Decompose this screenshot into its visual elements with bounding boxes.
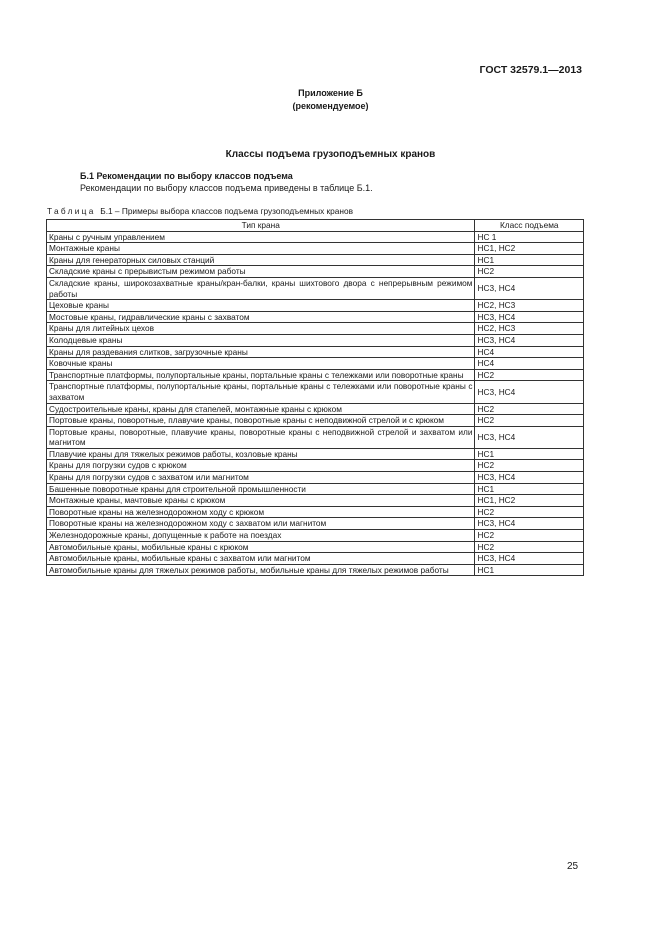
table-header-row [47, 220, 584, 232]
table-caption-word: Таблица [47, 206, 96, 216]
crane-type-cell: Краны для раздевания слитков, загрузочные краны [47, 346, 475, 358]
lift-class-cell: НС1, НС2 [475, 495, 584, 507]
table-row [47, 460, 584, 472]
crane-class-table [46, 219, 584, 576]
table-row [47, 530, 584, 542]
crane-type-cell: Колодцевые краны [47, 334, 475, 346]
table-row [47, 254, 584, 266]
table-row [47, 518, 584, 530]
lift-class-cell: НС2, НС3 [475, 323, 584, 335]
crane-type-cell: Судостроительные краны, краны для стапелей, монтажные краны с крюком [47, 403, 475, 415]
table-row [47, 553, 584, 565]
lift-class-cell: НС3, НС4 [475, 518, 584, 530]
lift-class-cell: НС3, НС4 [475, 381, 584, 403]
lift-class-cell: НС1 [475, 254, 584, 266]
table-row [47, 564, 584, 576]
lift-class-cell: НС2 [475, 415, 584, 427]
table-row [47, 277, 584, 299]
crane-type-cell: Портовые краны, поворотные, плавучие краны, поворотные краны с неподвижной стрелой и захватом или магнитом [47, 426, 475, 448]
crane-type-cell: Плавучие краны для тяжелых режимов работы, козловые краны [47, 448, 475, 460]
crane-type-cell: Краны для литейных цехов [47, 323, 475, 335]
crane-type-cell: Поворотные краны на железнодорожном ходу с захватом или магнитом [47, 518, 475, 530]
lift-class-cell: НС3, НС4 [475, 311, 584, 323]
crane-type-cell: Транспортные платформы, полупортальные краны, портальные краны с тележками или поворотные краны [47, 369, 475, 381]
crane-type-cell: Железнодорожные краны, допущенные к работе на поездах [47, 530, 475, 542]
lift-class-cell: НС4 [475, 358, 584, 370]
lift-class-cell: НС3, НС4 [475, 426, 584, 448]
crane-type-cell: Ковочные краны [47, 358, 475, 370]
subsection-heading: Б.1 Рекомендации по выбору классов подъема [80, 171, 293, 181]
crane-type-cell: Транспортные платформы, полупортальные краны, портальные краны с тележками или поворотные краны с захватом [47, 381, 475, 403]
page-number: 25 [567, 861, 579, 872]
crane-type-cell: Мостовые краны, гидравлические краны с захватом [47, 311, 475, 323]
table-row [47, 311, 584, 323]
lift-class-cell: НС1 [475, 448, 584, 460]
table-row [47, 403, 584, 415]
table-row [47, 323, 584, 335]
col-header-crane-type: Тип крана [47, 220, 475, 232]
lift-class-cell: НС1 [475, 483, 584, 495]
appendix-title: Приложение Б [298, 88, 363, 98]
table-row [47, 266, 584, 278]
crane-type-cell: Складские краны с прерывистым режимом работы [47, 266, 475, 278]
lift-class-cell: НС2 [475, 530, 584, 542]
table-row [47, 369, 584, 381]
appendix-subtitle: (рекомендуемое) [292, 101, 369, 111]
table-row [47, 381, 584, 403]
lift-class-cell: НС2, НС3 [475, 300, 584, 312]
crane-type-cell: Краны с ручным управлением [47, 231, 475, 243]
table-row [47, 506, 584, 518]
table-row [47, 334, 584, 346]
appendix-heading [0, 87, 661, 113]
table-row [47, 448, 584, 460]
crane-type-cell: Краны для погрузки судов с крюком [47, 460, 475, 472]
table-row [47, 415, 584, 427]
crane-type-cell: Портовые краны, поворотные, плавучие краны, поворотные краны с неподвижной стрелой и с крюком [47, 415, 475, 427]
crane-type-cell: Монтажные краны, мачтовые краны с крюком [47, 495, 475, 507]
table-row [47, 231, 584, 243]
lift-class-cell: НС 1 [475, 231, 584, 243]
lift-class-cell: НС3, НС4 [475, 277, 584, 299]
crane-type-cell: Поворотные краны на железнодорожном ходу с крюком [47, 506, 475, 518]
table-row [47, 358, 584, 370]
table-row [47, 541, 584, 553]
table-row [47, 426, 584, 448]
section-title: Классы подъема грузоподъемных кранов [225, 149, 436, 160]
lift-class-cell: НС2 [475, 460, 584, 472]
crane-type-cell: Автомобильные краны, мобильные краны с захватом или магнитом [47, 553, 475, 565]
crane-type-cell: Автомобильные краны для тяжелых режимов работы, мобильные краны для тяжелых режимов работы [47, 564, 475, 576]
col-header-lift-class: Класс подъема [475, 220, 584, 232]
table-row [47, 243, 584, 255]
intro-paragraph: Рекомендации по выбору классов подъема приведены в таблице Б.1. [80, 183, 373, 193]
lift-class-cell: НС2 [475, 506, 584, 518]
document-code: ГОСТ 32579.1—2013 [479, 64, 582, 76]
lift-class-cell: НС1, НС2 [475, 243, 584, 255]
lift-class-cell: НС2 [475, 403, 584, 415]
lift-class-cell: НС1 [475, 564, 584, 576]
table-body [47, 231, 584, 576]
crane-type-cell: Башенные поворотные краны для строительной промышленности [47, 483, 475, 495]
lift-class-cell: НС3, НС4 [475, 553, 584, 565]
crane-type-cell: Цеховые краны [47, 300, 475, 312]
crane-type-cell: Автомобильные краны, мобильные краны с крюком [47, 541, 475, 553]
table-caption-text: Б.1 – Примеры выбора классов подъема грузоподъемных кранов [100, 206, 354, 216]
table-caption [47, 206, 353, 216]
crane-type-cell: Краны для генераторных силовых станций [47, 254, 475, 266]
lift-class-cell: НС3, НС4 [475, 472, 584, 484]
table-row [47, 495, 584, 507]
lift-class-cell: НС4 [475, 346, 584, 358]
crane-type-cell: Монтажные краны [47, 243, 475, 255]
crane-type-cell: Краны для погрузки судов с захватом или магнитом [47, 472, 475, 484]
lift-class-cell: НС3, НС4 [475, 334, 584, 346]
crane-type-cell: Складские краны, широкозахватные краны/кран-балки, краны шихтового двора с непрерывным режимом работы [47, 277, 475, 299]
lift-class-cell: НС2 [475, 369, 584, 381]
table-row [47, 300, 584, 312]
lift-class-cell: НС2 [475, 266, 584, 278]
table-row [47, 483, 584, 495]
lift-class-cell: НС2 [475, 541, 584, 553]
table-row [47, 346, 584, 358]
table-row [47, 472, 584, 484]
